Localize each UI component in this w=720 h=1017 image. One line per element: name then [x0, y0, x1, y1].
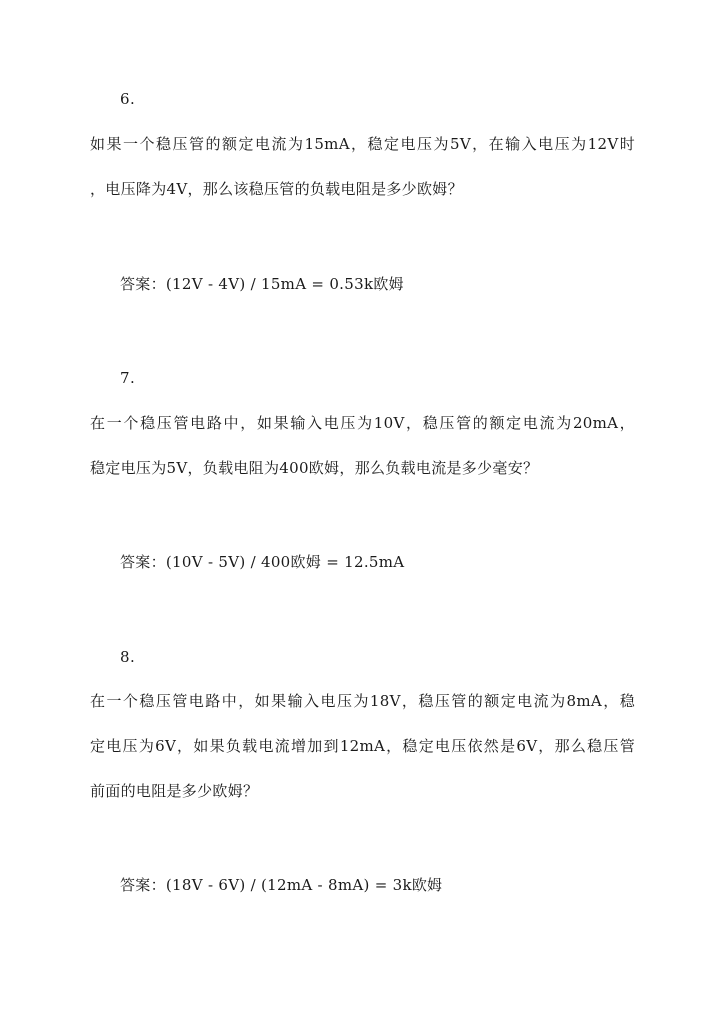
question-text-line: 在一个稳压管电路中，如果输入电压为18V，稳压管的额定电流为8mA，稳 [90, 692, 635, 710]
question-number: 8. [120, 648, 136, 666]
question-number: 6. [120, 90, 136, 108]
question-text-line: 在一个稳压管电路中，如果输入电压为10V，稳压管的额定电流为20mA， [90, 414, 635, 432]
answer-text: 答案：(10V - 5V) / 400欧姆 = 12.5mA [120, 553, 405, 571]
question-text-line: 定电压为6V，如果负载电流增加到12mA，稳定电压依然是6V，那么稳压管 [90, 737, 635, 755]
answer-text: 答案：(18V - 6V) / (12mA - 8mA) = 3k欧姆 [120, 876, 443, 894]
question-number: 7. [120, 369, 136, 387]
question-text-line: 稳定电压为5V，负载电阻为400欧姆，那么负载电流是多少毫安？ [90, 459, 539, 477]
answer-text: 答案：(12V - 4V) / 15mA = 0.53k欧姆 [120, 275, 404, 293]
question-text-line: ，电压降为4V，那么该稳压管的负载电阻是多少欧姆？ [90, 180, 463, 198]
question-text-line: 前面的电阻是多少欧姆？ [90, 782, 259, 800]
question-text-line: 如果一个稳压管的额定电流为15mA，稳定电压为5V，在输入电压为12V时 [90, 135, 635, 153]
